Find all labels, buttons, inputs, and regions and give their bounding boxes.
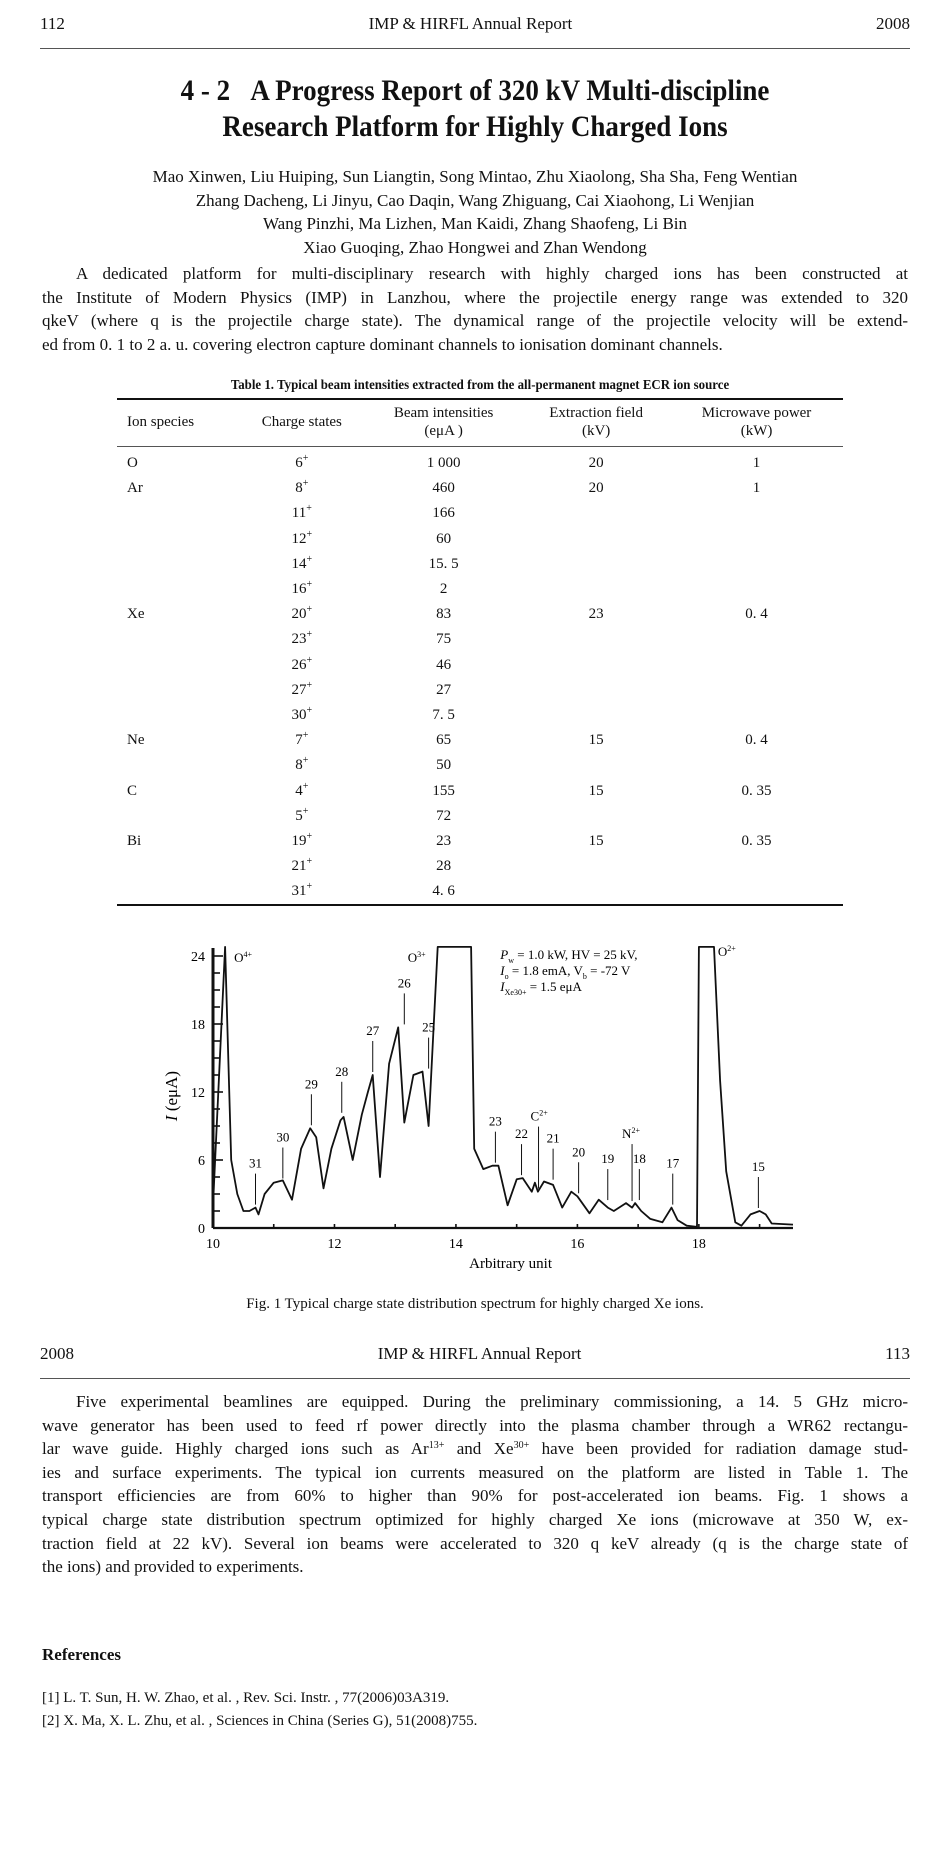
charge-state-cell: 8+ [295, 755, 309, 774]
table-caption: Table 1. Typical beam intensities extracted from the all-permanent magnet ECR ion source [230, 378, 730, 393]
extraction-field-cell [522, 527, 670, 552]
reference-item: [2] X. Ma, X. L. Zhu, et al. , Sciences in China (Series G), 51(2008)755. [42, 1713, 478, 1729]
microwave-power-cell: 0. 35 [741, 832, 772, 849]
x-tick-label: 14 [448, 1237, 463, 1252]
table-row [117, 627, 843, 652]
paragraph-line: the Institute of Modern Physics (IMP) in Lanzhou, where the projectile energy range was extended to 320 [42, 287, 908, 307]
author-line: Wang Pinzhi, Ma Lizhen, Man Kaidi, Zhang Shaofeng, Li Bin [262, 214, 688, 233]
microwave-power-cell [670, 854, 843, 879]
species-label: $C^{2+}$ [530, 1108, 548, 1124]
microwave-power-cell [670, 804, 843, 829]
paragraph-line: A dedicated platform for multi-disciplinary research with highly charged ions has been constructed at [76, 264, 908, 283]
ion-species-cell [117, 577, 239, 602]
ion-species-cell: Ne [127, 732, 145, 749]
beam-intensity-cell: 27 [436, 681, 452, 698]
paragraph-line: typical charge state distribution spectrum optimized for highly charged Xe ions (microwave at 350 W, ex- [42, 1509, 908, 1529]
y-tick-label: 0 [198, 1222, 205, 1237]
microwave-power-cell: 1 [752, 480, 761, 497]
beam-intensity-cell: 72 [436, 807, 452, 824]
charge-state-cell: 6+ [295, 453, 309, 472]
extraction-field-cell [522, 577, 670, 602]
microwave-power-cell [670, 577, 843, 602]
intro-paragraph [42, 262, 908, 356]
beam-intensity-cell: 2 [439, 581, 448, 598]
table-header-row [117, 399, 843, 447]
beam-intensity-cell: 7. 5 [432, 706, 455, 723]
paragraph-line: the ions) and provided to experiments. [42, 1557, 304, 1577]
charge-state-cell: 27+ [291, 679, 313, 698]
beam-intensity-table [117, 398, 843, 906]
charge-state-cell: 11+ [291, 503, 312, 522]
beam-intensity-cell: 166 [432, 505, 455, 522]
paragraph-line: wave generator has been used to feed rf power directly into the plasma chamber through a WR62 rectangu- [42, 1415, 908, 1435]
charge-state-cell: 30+ [291, 704, 313, 723]
species-label: $O^{4+}$ [234, 950, 253, 965]
paragraph-line: qkeV (where q is the projectile charge state). The dynamical range of the projectile velocity will be extend- [42, 311, 908, 331]
peak-label: 21 [546, 1130, 560, 1146]
beam-intensity-cell: 65 [436, 732, 452, 749]
peak-label: 29 [304, 1076, 318, 1092]
y-tick-label: 18 [191, 1018, 205, 1033]
extraction-field-cell [522, 501, 670, 526]
extraction-field-cell [522, 627, 670, 652]
peak-label: 31 [249, 1155, 263, 1171]
extraction-field-cell [522, 753, 670, 778]
peak-label: 30 [276, 1129, 290, 1145]
x-tick-label: 16 [570, 1237, 585, 1252]
microwave-power-cell [670, 627, 843, 652]
author-list [40, 165, 910, 259]
species-label: $N^{2+}$ [622, 1126, 640, 1142]
author-line: Mao Xinwen, Liu Huiping, Sun Liangtin, Song Mintao, Zhu Xiaolong, Sha Sha, Feng Wentian [152, 167, 798, 186]
ion-species-cell [117, 653, 239, 678]
table-row [117, 778, 843, 803]
extraction-field-cell [522, 879, 670, 905]
ion-species-cell [117, 879, 239, 905]
ion-species-cell [117, 627, 239, 652]
table-row [117, 829, 843, 854]
table-row [117, 804, 843, 829]
microwave-power-cell [670, 678, 843, 703]
peak-label: 17 [666, 1155, 680, 1171]
charge-state-cell: 16+ [291, 579, 313, 598]
journal-name: IMP & HIRFL Annual Report [377, 1344, 582, 1363]
table-row [117, 879, 843, 905]
extraction-field-cell [522, 552, 670, 577]
x-tick-label: 10 [206, 1237, 220, 1252]
charge-state-cell: 14+ [291, 553, 313, 572]
x-axis-label: Arbitrary unit [469, 1256, 553, 1272]
microwave-power-cell [670, 552, 843, 577]
journal-name: IMP & HIRFL Annual Report [368, 14, 573, 33]
paragraph-line: traction field at 22 kV). Several ion beams were accelerated to 320 q keV already (q is the charge state of [42, 1533, 908, 1553]
microwave-power-cell: 0. 4 [745, 732, 768, 749]
paper-title [84, 73, 867, 145]
charge-state-spectrum-chart [150, 930, 810, 1290]
peak-label: 25 [422, 1019, 436, 1035]
table-row [117, 728, 843, 753]
paragraph-line: Five experimental beamlines are equipped. During the preliminary commissioning, a 14. 5 GHz micro- [76, 1392, 908, 1411]
beam-intensity-cell: 23 [436, 832, 452, 849]
microwave-power-cell [670, 753, 843, 778]
ion-species-cell [117, 804, 239, 829]
microwave-power-cell [670, 703, 843, 728]
charge-state-cell: 5+ [295, 805, 309, 824]
table-row [117, 577, 843, 602]
charge-state-cell: 4+ [295, 780, 309, 799]
beam-intensity-cell: 28 [436, 858, 452, 875]
peak-label: 15 [751, 1159, 765, 1174]
header-rule [40, 1378, 910, 1379]
charge-state-cell: 23+ [291, 629, 313, 648]
column-header: Charge states [239, 399, 365, 447]
y-axis-label: I (eμA) [162, 1070, 181, 1122]
table-row [117, 854, 843, 879]
table-row [117, 501, 843, 526]
species-label: $O^{3+}$ [407, 950, 426, 965]
x-tick-label: 12 [327, 1237, 342, 1252]
microwave-power-cell [670, 501, 843, 526]
ion-species-cell [117, 703, 239, 728]
extraction-field-cell: 15 [588, 832, 604, 849]
column-header: Microwave power (kW) [670, 399, 843, 447]
beam-intensity-cell: 460 [432, 480, 455, 497]
extraction-field-cell: 15 [588, 732, 604, 749]
y-tick-label: 12 [191, 1086, 205, 1101]
table-row [117, 447, 843, 477]
ion-species-cell: C [127, 782, 138, 799]
reference-item: [1] L. T. Sun, H. W. Zhao, et al. , Rev. Sci. Instr. , 77(2006)03A319. [42, 1690, 450, 1706]
table-row [117, 552, 843, 577]
beam-intensity-cell: 75 [436, 631, 452, 648]
charge-state-cell: 20+ [291, 604, 313, 623]
y-tick-label: 24 [191, 950, 205, 965]
column-header: Extraction field (kV) [522, 399, 670, 447]
extraction-field-cell: 20 [588, 480, 604, 497]
charge-state-cell: 12+ [291, 528, 313, 547]
header-year: 2008 [40, 1344, 74, 1363]
author-line: Zhang Dacheng, Li Jinyu, Cao Daqin, Wang Zhiguang, Cai Xiaohong, Li Wenjian [195, 190, 755, 210]
ion-species-cell [117, 552, 239, 577]
charge-state-cell: 31+ [239, 879, 365, 905]
extraction-field-cell [522, 804, 670, 829]
beam-intensity-cell: 60 [436, 530, 452, 547]
charge-state-cell: 7+ [295, 730, 309, 749]
beam-intensity-cell: 83 [436, 606, 452, 623]
ion-species-cell [117, 753, 239, 778]
charge-state-cell: 26+ [291, 654, 313, 673]
microwave-power-cell: 0. 4 [745, 606, 768, 623]
running-header-page-113 [40, 1342, 910, 1364]
column-header: Beam intensities (eμA ) [365, 399, 522, 447]
charge-state-cell: 8+ [295, 478, 309, 497]
peak-label: 26 [397, 975, 411, 991]
table-row [117, 653, 843, 678]
ion-species-cell [117, 854, 239, 879]
extraction-field-cell [522, 653, 670, 678]
table-row [117, 476, 843, 501]
peak-label: 19 [601, 1151, 615, 1167]
paragraph-line: ies and surface experiments. The typical ion currents measured on the platform are listed in Table 1. The [42, 1462, 908, 1482]
title-line-1: A Progress Report of 320 kV Multi-discipline [250, 74, 770, 107]
peak-label: 20 [572, 1144, 586, 1160]
paragraph-line: ed from 0. 1 to 2 a. u. covering electron capture dominant channels to ionisation dominant channels. [42, 334, 723, 354]
author-line: Xiao Guoqing, Zhao Hongwei and Zhan Wendong [303, 237, 647, 257]
body-paragraph [42, 1390, 908, 1579]
peak-label: 18 [632, 1151, 646, 1167]
microwave-power-cell [670, 527, 843, 552]
extraction-field-cell [522, 854, 670, 879]
beam-intensity-cell: 15. 5 [428, 555, 459, 572]
table-row [117, 527, 843, 552]
paragraph-line: transport efficiencies are from 60% to higher than 90% for post-accelerated ion beams. Fig. 1 shows a [42, 1486, 908, 1506]
ion-species-cell: Ar [127, 480, 143, 497]
beam-intensity-cell: 46 [436, 656, 452, 673]
microwave-power-cell: 0. 35 [741, 782, 772, 799]
ion-species-cell [117, 501, 239, 526]
title-line-2: Research Platform for Highly Charged Ions [222, 110, 728, 143]
peak-label: 28 [335, 1063, 349, 1079]
page-number: 113 [885, 1344, 910, 1363]
table-row [117, 602, 843, 627]
ion-species-cell [117, 527, 239, 552]
annotation-line-2: $I_o = 1.8$ emA, $V_b = -72$ V [500, 963, 631, 981]
section-number: 4 - 2 [180, 74, 231, 107]
annotation-line-3: $I_{Xe30+} = 1.5$ eμA [500, 979, 582, 997]
microwave-power-cell [670, 879, 843, 905]
ion-species-cell: O [127, 455, 138, 472]
y-tick-label: 6 [198, 1154, 205, 1169]
beam-intensity-cell: 4. 6 [365, 879, 522, 905]
header-rule [40, 48, 910, 49]
extraction-field-cell: 20 [588, 455, 604, 472]
ion-species-cell: Xe [127, 606, 145, 623]
peak-label: 23 [488, 1113, 502, 1129]
table-row [117, 753, 843, 778]
paragraph-line: lar wave guide. Highly charged ions such as $Ar^{13+}$ and $Xe^{30+}$ have been provided for radiation damage stud- [42, 1439, 908, 1459]
microwave-power-cell [670, 653, 843, 678]
references-heading: References [42, 1645, 121, 1664]
header-year: 2008 [876, 14, 910, 33]
page-number: 112 [40, 14, 65, 33]
annotation-line-1: $P_w = 1.0$ kW, HV = 25 kV, [500, 947, 638, 965]
peak-label: 22 [515, 1126, 529, 1142]
ion-species-cell [117, 678, 239, 703]
extraction-field-cell [522, 678, 670, 703]
running-header-page-112 [40, 12, 910, 34]
column-header: Ion species [117, 399, 239, 447]
peak-label: 27 [366, 1023, 380, 1038]
x-tick-label: 18 [691, 1237, 706, 1252]
beam-intensity-cell: 1 000 [426, 455, 461, 472]
charge-state-cell: 19+ [291, 830, 313, 849]
extraction-field-cell [522, 703, 670, 728]
microwave-power-cell: 1 [752, 455, 761, 472]
beam-intensity-cell: 155 [432, 782, 455, 799]
beam-intensity-cell: 50 [436, 757, 452, 774]
extraction-field-cell: 23 [588, 606, 604, 623]
table-row [117, 703, 843, 728]
charge-state-cell: 21+ [291, 856, 313, 875]
extraction-field-cell: 15 [588, 782, 604, 799]
table-row [117, 678, 843, 703]
figure-caption: Fig. 1 Typical charge state distribution spectrum for highly charged Xe ions. [246, 1296, 704, 1312]
species-label: $O^{2+}$ [717, 944, 736, 959]
ion-species-cell: Bi [127, 832, 142, 849]
